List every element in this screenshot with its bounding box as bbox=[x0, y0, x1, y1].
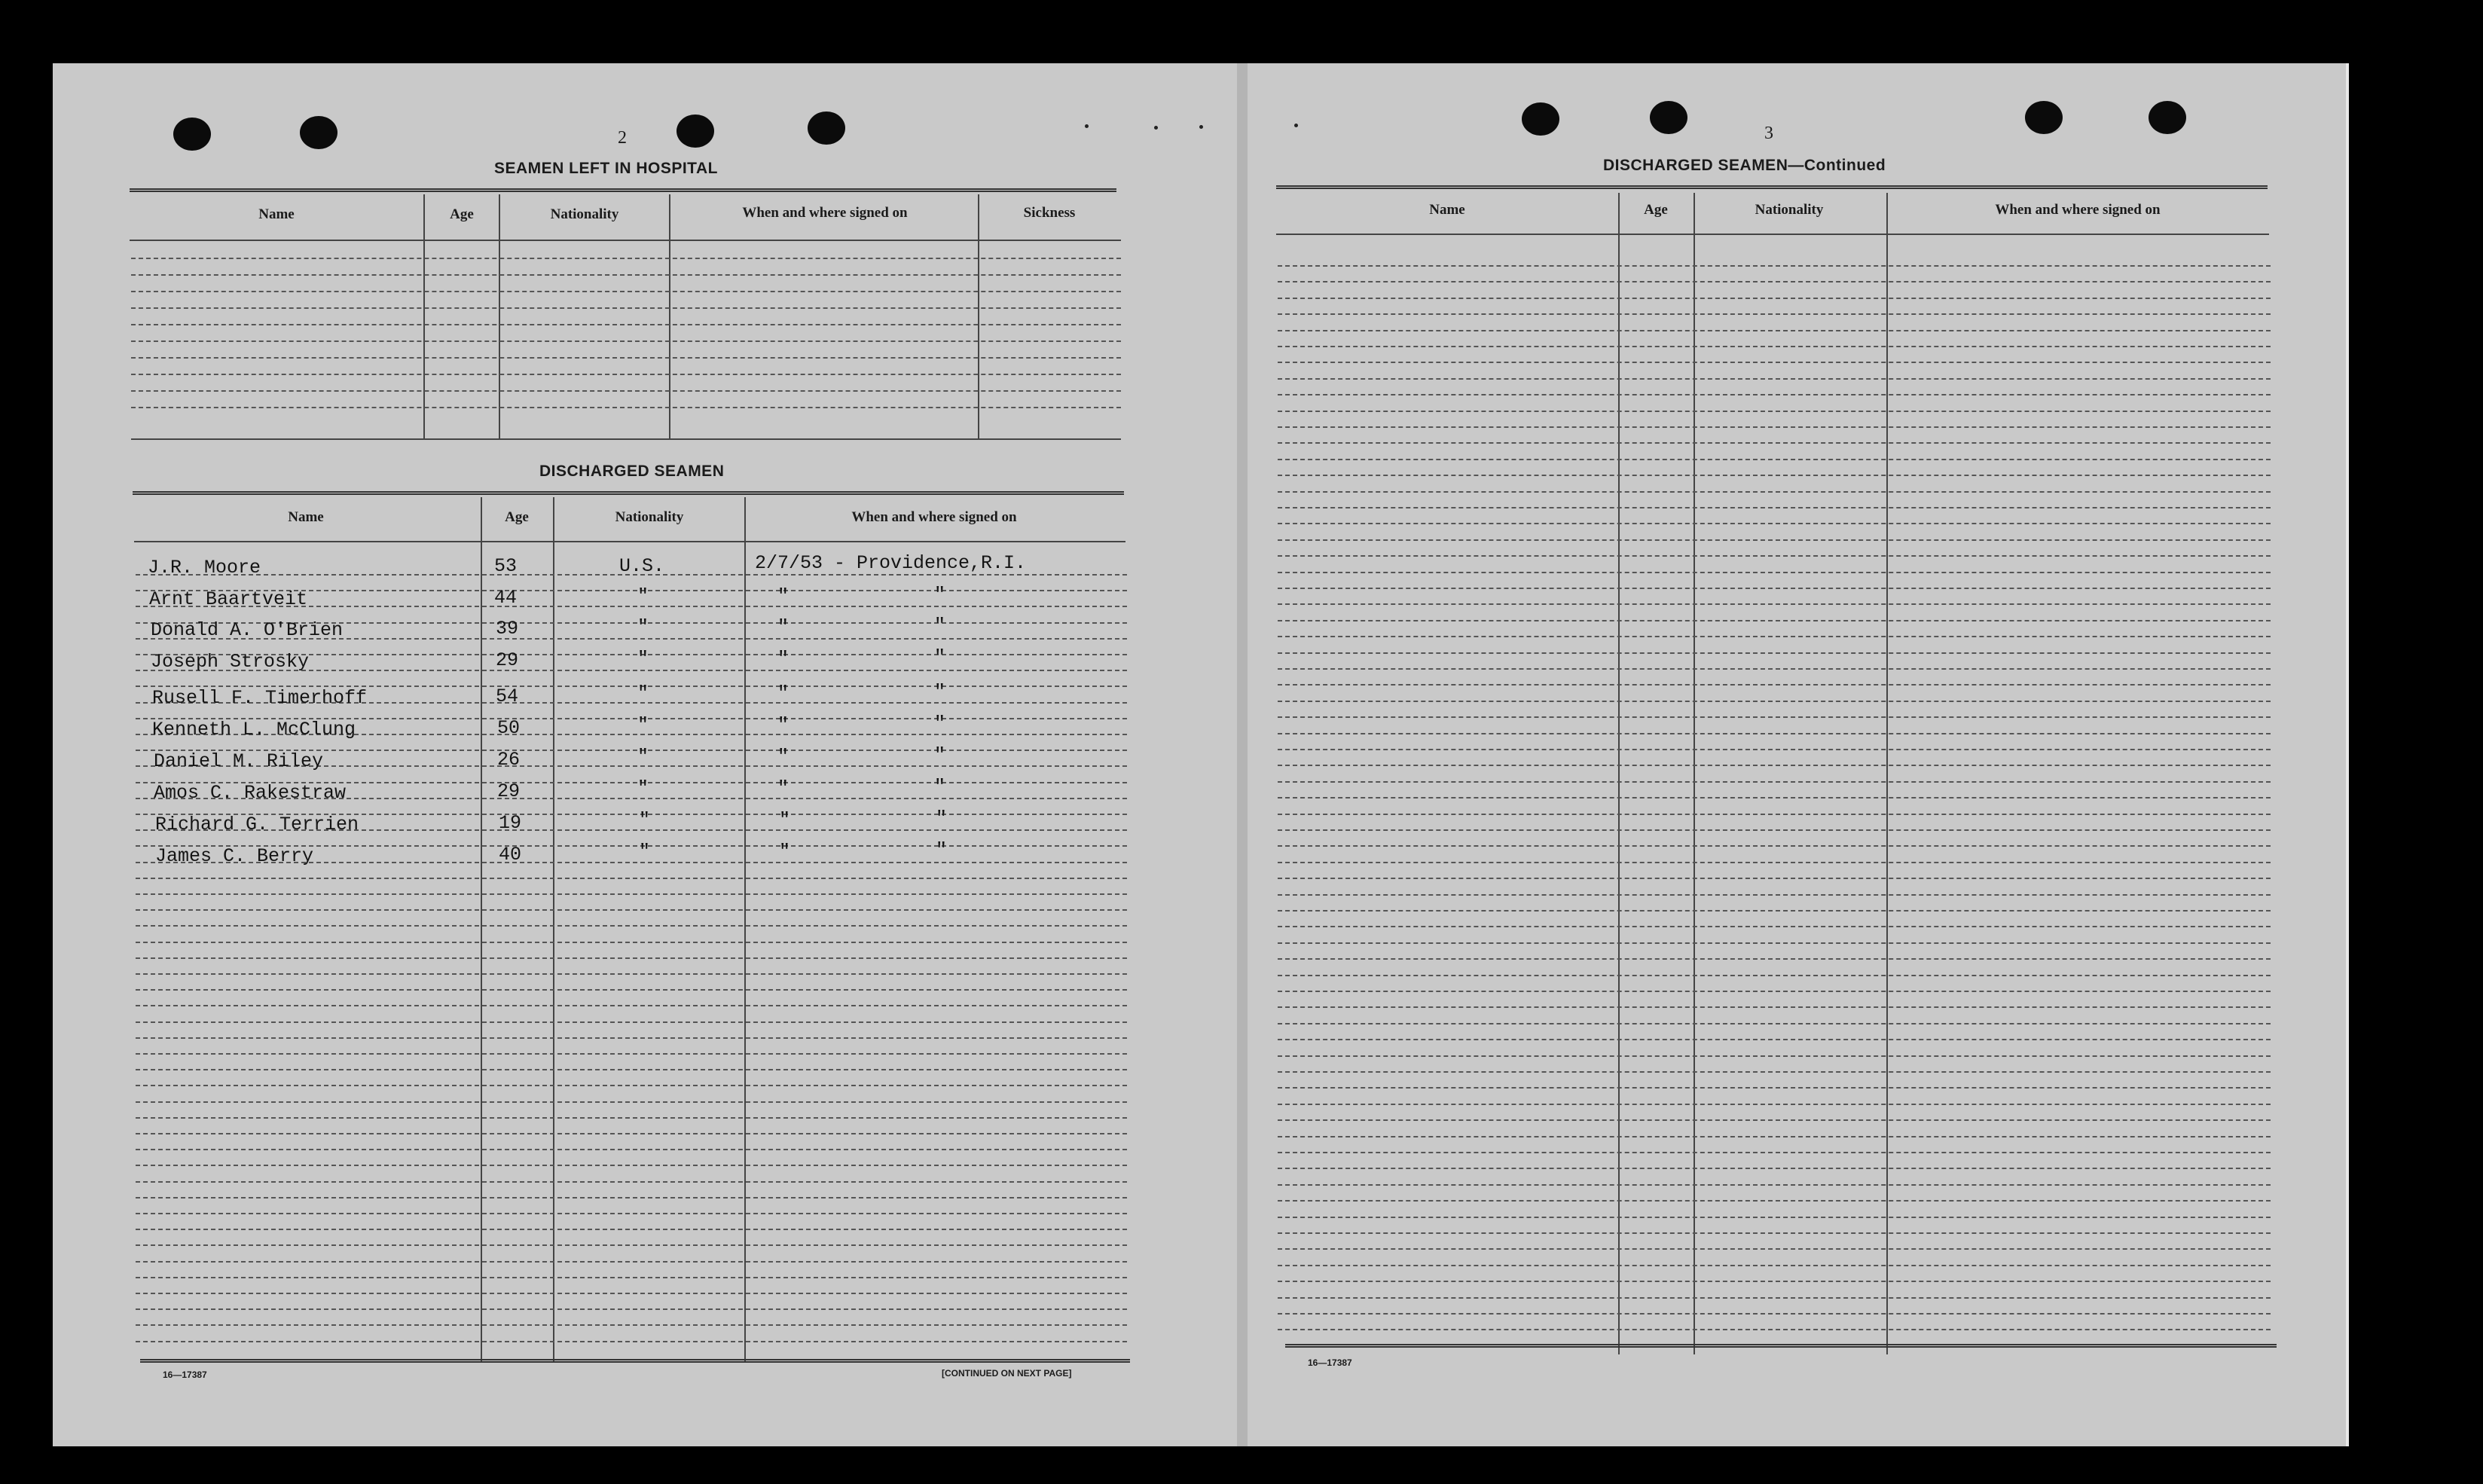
discharged-row-rule bbox=[136, 1149, 1127, 1150]
continued-row-rule bbox=[1278, 588, 2271, 589]
continued-row-rule bbox=[1278, 313, 2271, 315]
seaman-name: Arnt Baartveit bbox=[149, 588, 308, 610]
continued-row-rule bbox=[1278, 1071, 2271, 1073]
hospital-col-signed-on: When and where signed on bbox=[742, 205, 908, 221]
continued-row-rule bbox=[1278, 942, 2271, 944]
ditto-mark: " bbox=[934, 584, 946, 606]
seaman-age: 53 bbox=[494, 555, 518, 577]
seaman-name: Kenneth L. McClung bbox=[152, 719, 356, 740]
seaman-age: 44 bbox=[494, 587, 518, 609]
continued-row-rule bbox=[1278, 894, 2271, 896]
speck bbox=[1294, 124, 1298, 127]
hospital-col-name: Name bbox=[258, 206, 295, 222]
continued-row-rule bbox=[1278, 652, 2271, 654]
seaman-name: Daniel M. Riley bbox=[154, 750, 324, 772]
speck bbox=[1154, 126, 1158, 130]
ditto-mark: " bbox=[934, 744, 946, 766]
hospital-row-rule bbox=[131, 307, 1121, 309]
continued-row-rule bbox=[1278, 362, 2271, 363]
punch-hole bbox=[300, 116, 337, 149]
continued-row-rule bbox=[1278, 1265, 2271, 1266]
continued-row-rule bbox=[1278, 1168, 2271, 1169]
discharged-table-top-rule bbox=[133, 491, 1124, 495]
continued-row-rule bbox=[1278, 603, 2271, 605]
continued-row-rule bbox=[1278, 426, 2271, 428]
discharged-row-rule bbox=[136, 957, 1127, 959]
seaman-nationality: " bbox=[637, 616, 649, 638]
continued-row-rule bbox=[1278, 1087, 2271, 1089]
seaman-age: 50 bbox=[497, 717, 521, 739]
ditto-mark: " bbox=[934, 615, 946, 637]
ditto-mark: " bbox=[777, 616, 789, 638]
continued-row-rule bbox=[1278, 298, 2271, 299]
discharged-row-rule bbox=[136, 973, 1127, 975]
seaman-nationality: " bbox=[637, 777, 649, 799]
ditto-mark: " bbox=[934, 713, 946, 734]
seaman-nationality: " bbox=[637, 682, 649, 704]
discharged-col-divider bbox=[553, 497, 554, 1362]
continued-row-rule bbox=[1278, 1104, 2271, 1105]
discharged-row-rule bbox=[136, 1308, 1127, 1310]
seaman-age: 26 bbox=[497, 749, 521, 771]
continued-row-rule bbox=[1278, 475, 2271, 476]
hospital-col-divider bbox=[978, 194, 979, 440]
hospital-row-rule bbox=[131, 258, 1121, 259]
right-table-bottom-rule bbox=[1285, 1344, 2277, 1348]
continued-row-rule bbox=[1278, 1248, 2271, 1250]
continued-row-rule bbox=[1278, 814, 2271, 815]
hospital-row-rule bbox=[131, 390, 1121, 392]
discharged-header-rule bbox=[134, 541, 1125, 542]
hospital-col-divider bbox=[423, 194, 425, 440]
page-number: 2 bbox=[618, 128, 627, 148]
continued-row-rule bbox=[1278, 1200, 2271, 1202]
discharged-row-rule bbox=[136, 893, 1127, 895]
ditto-mark: " bbox=[936, 808, 948, 829]
discharged-row-rule bbox=[136, 1165, 1127, 1166]
seaman-age: 19 bbox=[499, 812, 522, 834]
seaman-name: Joseph Strosky bbox=[151, 651, 310, 673]
hospital-col-divider bbox=[499, 194, 500, 440]
continued-row-rule bbox=[1278, 394, 2271, 395]
discharged-row-rule bbox=[136, 1037, 1127, 1039]
right-col-divider bbox=[1618, 193, 1620, 1354]
right-col-divider bbox=[1694, 193, 1695, 1354]
seaman-name: Amos C. Rakestraw bbox=[154, 782, 347, 804]
continued-row-rule bbox=[1278, 459, 2271, 460]
ditto-mark: " bbox=[777, 648, 789, 670]
continued-row-rule bbox=[1278, 636, 2271, 637]
discharged-row-rule bbox=[136, 1341, 1127, 1342]
continued-row-rule bbox=[1278, 1136, 2271, 1137]
continued-row-rule bbox=[1278, 716, 2271, 718]
right-col-signed-on: When and where signed on bbox=[1995, 202, 2161, 218]
continued-row-rule bbox=[1278, 1281, 2271, 1282]
continued-row-rule bbox=[1278, 1055, 2271, 1057]
continued-row-rule bbox=[1278, 797, 2271, 798]
seaman-name: Richard G. Terrien bbox=[155, 814, 359, 835]
continued-row-rule bbox=[1278, 862, 2271, 863]
continued-row-rule bbox=[1278, 926, 2271, 927]
continued-row-rule bbox=[1278, 555, 2271, 557]
discharged-row-rule bbox=[136, 942, 1127, 943]
form-number: 16—17387 bbox=[163, 1369, 207, 1380]
seaman-nationality: " bbox=[637, 746, 649, 768]
continued-row-rule bbox=[1278, 281, 2271, 282]
continued-row-rule bbox=[1278, 765, 2271, 766]
seaman-age: 39 bbox=[496, 618, 519, 640]
sheet-edge bbox=[2346, 63, 2349, 1446]
ditto-mark: " bbox=[777, 714, 789, 736]
discharged-row-rule bbox=[136, 1053, 1127, 1055]
ditto-mark: " bbox=[777, 682, 789, 704]
ditto-mark: " bbox=[934, 646, 946, 668]
continued-row-rule bbox=[1278, 346, 2271, 347]
hospital-col-nationality: Nationality bbox=[550, 206, 619, 222]
right-col-age: Age bbox=[1644, 202, 1668, 218]
discharged-col-age: Age bbox=[505, 509, 529, 525]
discharged-row-rule bbox=[136, 1293, 1127, 1294]
continued-note: [CONTINUED ON NEXT PAGE] bbox=[942, 1368, 1072, 1379]
left-table-bottom-rule bbox=[140, 1359, 1130, 1363]
discharged-row-rule bbox=[136, 1324, 1127, 1326]
continued-row-rule bbox=[1278, 1023, 2271, 1024]
discharged-row-rule bbox=[136, 1213, 1127, 1214]
hospital-row-rule bbox=[131, 407, 1121, 408]
hospital-row-rule bbox=[131, 274, 1121, 276]
continued-row-rule bbox=[1278, 1006, 2271, 1008]
seaman-age: 29 bbox=[496, 649, 519, 671]
continued-row-rule bbox=[1278, 1329, 2271, 1330]
discharged-row-rule bbox=[136, 925, 1127, 927]
page-number: 3 bbox=[1764, 124, 1773, 143]
right-col-divider bbox=[1886, 193, 1888, 1354]
discharged-row-rule bbox=[136, 1133, 1127, 1134]
discharged-row-rule bbox=[136, 1261, 1127, 1263]
discharged-row-rule bbox=[136, 1005, 1127, 1006]
discharged-row-rule bbox=[136, 1181, 1127, 1183]
discharged-row-rule bbox=[136, 1085, 1127, 1086]
continued-row-rule bbox=[1278, 829, 2271, 831]
discharged-col-name: Name bbox=[288, 509, 324, 525]
hospital-row-rule bbox=[131, 357, 1121, 359]
continued-row-rule bbox=[1278, 1119, 2271, 1121]
hospital-col-age: Age bbox=[450, 206, 474, 222]
ditto-mark: " bbox=[936, 839, 948, 861]
continued-row-rule bbox=[1278, 991, 2271, 992]
continued-row-rule bbox=[1278, 749, 2271, 750]
speck bbox=[1085, 124, 1089, 128]
continued-row-rule bbox=[1278, 411, 2271, 412]
continued-row-rule bbox=[1278, 1152, 2271, 1153]
continued-row-rule bbox=[1278, 507, 2271, 508]
hospital-header-rule bbox=[130, 240, 1121, 241]
discharged-row-rule bbox=[136, 1021, 1127, 1023]
continued-row-rule bbox=[1278, 620, 2271, 621]
seaman-name: Donald A. O'Brien bbox=[151, 619, 344, 641]
continued-row-rule bbox=[1278, 491, 2271, 493]
continued-row-rule bbox=[1278, 1184, 2271, 1186]
punch-hole bbox=[1522, 102, 1559, 136]
ditto-mark: " bbox=[779, 809, 791, 831]
hospital-table-bottom-rule bbox=[131, 438, 1121, 440]
continued-row-rule bbox=[1278, 958, 2271, 960]
continued-row-rule bbox=[1278, 1297, 2271, 1299]
seaman-age: 40 bbox=[499, 844, 522, 866]
hospital-row-rule bbox=[131, 324, 1121, 325]
continued-row-rule bbox=[1278, 975, 2271, 976]
discharged-row-rule bbox=[136, 1117, 1127, 1119]
ditto-mark: " bbox=[777, 746, 789, 768]
continued-row-rule bbox=[1278, 878, 2271, 879]
continued-row-rule bbox=[1278, 781, 2271, 783]
seaman-age: 54 bbox=[496, 686, 519, 707]
ditto-mark: " bbox=[934, 776, 946, 798]
discharged-row-rule bbox=[136, 989, 1127, 991]
seaman-name: James C. Berry bbox=[155, 845, 314, 867]
continued-row-rule bbox=[1278, 265, 2271, 267]
discharged-col-nationality: Nationality bbox=[615, 509, 684, 525]
continued-row-rule bbox=[1278, 378, 2271, 380]
discharged-row-rule bbox=[136, 1197, 1127, 1198]
seaman-nationality: " bbox=[639, 809, 651, 831]
continued-row-rule bbox=[1278, 701, 2271, 702]
continued-section-title: DISCHARGED SEAMEN—Continued bbox=[1603, 157, 1886, 174]
continued-row-rule bbox=[1278, 442, 2271, 444]
punch-hole bbox=[808, 111, 845, 145]
right-header-rule bbox=[1276, 234, 2269, 235]
continued-row-rule bbox=[1278, 684, 2271, 686]
seaman-nationality: " bbox=[637, 714, 649, 736]
right-col-nationality: Nationality bbox=[1755, 202, 1824, 218]
continued-row-rule bbox=[1278, 572, 2271, 573]
continued-row-rule bbox=[1278, 910, 2271, 911]
continued-row-rule bbox=[1278, 668, 2271, 670]
discharged-col-divider bbox=[481, 497, 482, 1362]
hospital-table-top-rule bbox=[130, 188, 1116, 192]
seaman-nationality: " bbox=[639, 841, 651, 863]
continued-row-rule bbox=[1278, 539, 2271, 541]
document-sheet bbox=[53, 63, 2346, 1446]
continued-row-rule bbox=[1278, 1217, 2271, 1218]
continued-row-rule bbox=[1278, 1232, 2271, 1234]
seaman-nationality: U.S. bbox=[619, 555, 665, 577]
discharged-row-rule bbox=[136, 1229, 1127, 1230]
discharged-col-signed-on: When and where signed on bbox=[851, 509, 1017, 525]
discharged-row-rule bbox=[136, 1069, 1127, 1070]
continued-row-rule bbox=[1278, 733, 2271, 734]
continued-row-rule bbox=[1278, 1313, 2271, 1315]
discharged-section-title: DISCHARGED SEAMEN bbox=[539, 463, 725, 480]
hospital-col-divider bbox=[669, 194, 670, 440]
seaman-name: J.R. Moore bbox=[148, 557, 261, 579]
right-table-top-rule bbox=[1276, 185, 2268, 189]
ditto-mark: " bbox=[777, 777, 789, 799]
discharged-row-rule bbox=[136, 1277, 1127, 1278]
punch-hole bbox=[173, 118, 211, 151]
ditto-mark: " bbox=[779, 841, 791, 863]
hospital-col-sickness: Sickness bbox=[1023, 205, 1076, 221]
seaman-name: Rusell F. Timerhoff bbox=[152, 687, 368, 709]
hospital-row-rule bbox=[131, 291, 1121, 292]
punch-hole bbox=[2025, 101, 2063, 134]
continued-row-rule bbox=[1278, 1039, 2271, 1040]
discharged-row-rule bbox=[136, 878, 1127, 879]
ditto-mark: " bbox=[777, 585, 789, 607]
seaman-age: 29 bbox=[497, 780, 521, 802]
discharged-row-rule bbox=[136, 909, 1127, 911]
continued-row-rule bbox=[1278, 523, 2271, 524]
seaman-signed-on: 2/7/53 - Providence,R.I. bbox=[755, 552, 1027, 574]
ditto-mark: " bbox=[934, 681, 946, 703]
hospital-row-rule bbox=[131, 340, 1121, 342]
form-number: 16—17387 bbox=[1308, 1357, 1352, 1368]
discharged-row-rule bbox=[136, 1101, 1127, 1103]
continued-row-rule bbox=[1278, 845, 2271, 847]
hospital-row-rule bbox=[131, 374, 1121, 375]
continued-row-rule bbox=[1278, 330, 2271, 331]
discharged-col-divider bbox=[744, 497, 746, 1362]
punch-hole bbox=[1650, 101, 1687, 134]
hospital-section-title: SEAMEN LEFT IN HOSPITAL bbox=[494, 160, 718, 177]
seaman-nationality: " bbox=[637, 648, 649, 670]
discharged-row-rule bbox=[136, 1244, 1127, 1246]
punch-hole bbox=[2149, 101, 2186, 134]
speck bbox=[1199, 125, 1203, 129]
seaman-nationality: " bbox=[637, 585, 649, 607]
right-col-name: Name bbox=[1429, 202, 1465, 218]
punch-hole bbox=[676, 115, 714, 148]
page-fold bbox=[1237, 63, 1248, 1446]
